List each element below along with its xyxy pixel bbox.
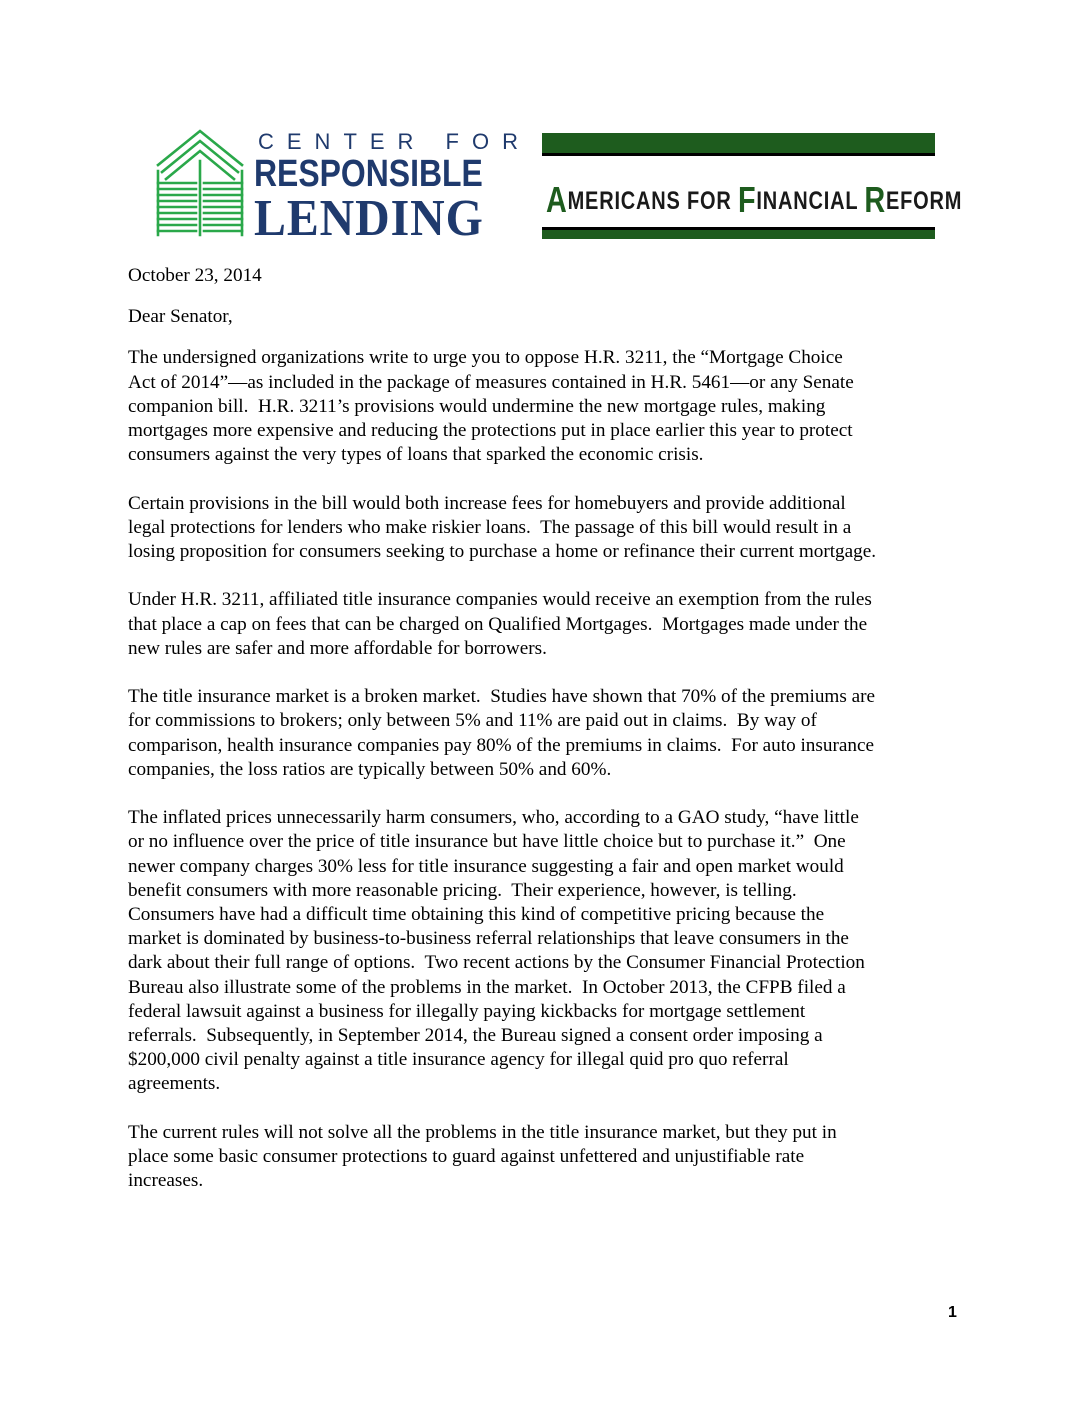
letter-date: October 23, 2014 — [128, 265, 262, 286]
paragraph-line: place some basic consumer protections to guard against unfettered and unjustifiable rate — [128, 1146, 805, 1168]
paragraph-line: that place a cap on fees that can be charged on Qualified Mortgages. Mortgages made under the — [128, 613, 868, 635]
afr-cap-a: A — [546, 179, 568, 220]
paragraph-line: companies, the loss ratios are typically between 50% and 60%. — [128, 758, 612, 780]
paragraph-line: for commissions to brokers; only between 5% and 11% are paid out in claims. By way of — [128, 710, 817, 732]
afr-word-reform: EFORM — [885, 187, 963, 215]
afr-word-americans: MERICANS — [567, 187, 681, 215]
paragraph-line: new rules are safer and more affordable for borrowers. — [128, 637, 547, 659]
body-paragraph — [128, 685, 960, 782]
paragraph-line: legal protections for lenders who make riskier loans. The passage of this bill would result in a — [128, 516, 852, 538]
paragraph-line: referrals. Subsequently, in September 2014, the Bureau signed a consent order imposing a — [128, 1025, 823, 1047]
paragraph-line: increases. — [128, 1170, 204, 1192]
paragraph-line: Bureau also illustrate some of the problems in the market. In October 2013, the CFPB filed a — [128, 976, 846, 998]
page-number: 1 — [948, 1304, 957, 1321]
paragraph-line: or no influence over the price of title insurance but have little choice but to purchase it.” One — [128, 831, 846, 853]
crl-logo-line-2: RESPONSIBLE — [254, 153, 483, 195]
paragraph-line: agreements. — [128, 1073, 221, 1095]
afr-logo-top-bar — [542, 133, 935, 153]
afr-logo-top-rule — [542, 153, 935, 156]
crl-logo-line-1: CENTER FOR — [258, 129, 531, 154]
body-paragraph — [128, 346, 960, 467]
paragraph-line: market is dominated by business-to-business referral relationships that leave consumers in the — [128, 928, 849, 950]
paragraph-line: federal lawsuit against a business for illegally paying kickbacks for mortgage settlement — [128, 1000, 806, 1022]
americans-for-financial-reform-logo — [542, 133, 963, 241]
afr-logo-bottom-bar — [542, 230, 935, 239]
paragraph-line: The inflated prices unnecessarily harm consumers, who, according to a GAO study, “have little — [128, 807, 859, 829]
letter-body — [128, 264, 960, 1218]
crl-logo-line-3: LENDING — [254, 190, 484, 247]
body-paragraph — [128, 806, 960, 1096]
paragraph-line: $200,000 civil penalty against a title insurance agency for illegal quid pro quo referral — [128, 1049, 789, 1071]
paragraph-line: losing proposition for consumers seeking to purchase a home or refinance their current mortgage. — [128, 541, 877, 563]
paragraph-line: Consumers have had a difficult time obtaining this kind of competitive pricing because the — [128, 904, 825, 926]
afr-cap-r: R — [864, 179, 886, 220]
paragraph-line: Act of 2014”—as included in the package of measures contained in H.R. 5461—or any Senate — [128, 371, 854, 393]
paragraph-line: Certain provisions in the bill would both increase fees for homebuyers and provide additional — [128, 492, 846, 514]
afr-cap-f: F — [738, 179, 757, 220]
letterhead — [0, 0, 1088, 250]
paragraph-line: The title insurance market is a broken market. Studies have shown that 70% of the premiums are — [128, 686, 876, 708]
afr-logo-wordmark — [546, 176, 962, 218]
paragraph-line: The undersigned organizations write to urge you to oppose H.R. 3211, the “Mortgage Choice — [128, 347, 843, 369]
letter-salutation: Dear Senator, — [128, 306, 233, 328]
paragraph-line: The current rules will not solve all the problems in the title insurance market, but they put in — [128, 1121, 837, 1143]
paragraph-line: companion bill. H.R. 3211’s provisions would undermine the new mortgage rules, making — [128, 395, 826, 417]
body-paragraph — [128, 588, 960, 661]
afr-word-financial: INANCIAL — [756, 187, 865, 215]
paragraph-line: comparison, health insurance companies pay 80% of the premiums in claims. For auto insurance — [128, 734, 874, 756]
paragraph-line: consumers against the very types of loans that sparked the economic crisis. — [128, 444, 704, 466]
paragraph-line: benefit consumers with more reasonable pricing. Their experience, however, is telling. — [128, 879, 797, 901]
paragraph-line: mortgages more expensive and reducing the protections put in place earlier this year to protect — [128, 420, 853, 442]
paragraph-line: newer company charges 30% less for title insurance suggesting a fair and open market would — [128, 855, 844, 877]
building-icon — [150, 125, 250, 240]
body-paragraph — [128, 1121, 960, 1194]
paragraph-line: Under H.R. 3211, affiliated title insurance companies would receive an exemption from the rules — [128, 589, 872, 611]
body-paragraph — [128, 492, 960, 565]
letter-paragraphs — [128, 346, 960, 1193]
center-for-responsible-lending-logo — [150, 125, 531, 247]
afr-word-for: FOR — [680, 187, 739, 215]
paragraph-line: dark about their full range of options. Two recent actions by the Consumer Financial Protection — [128, 952, 865, 974]
